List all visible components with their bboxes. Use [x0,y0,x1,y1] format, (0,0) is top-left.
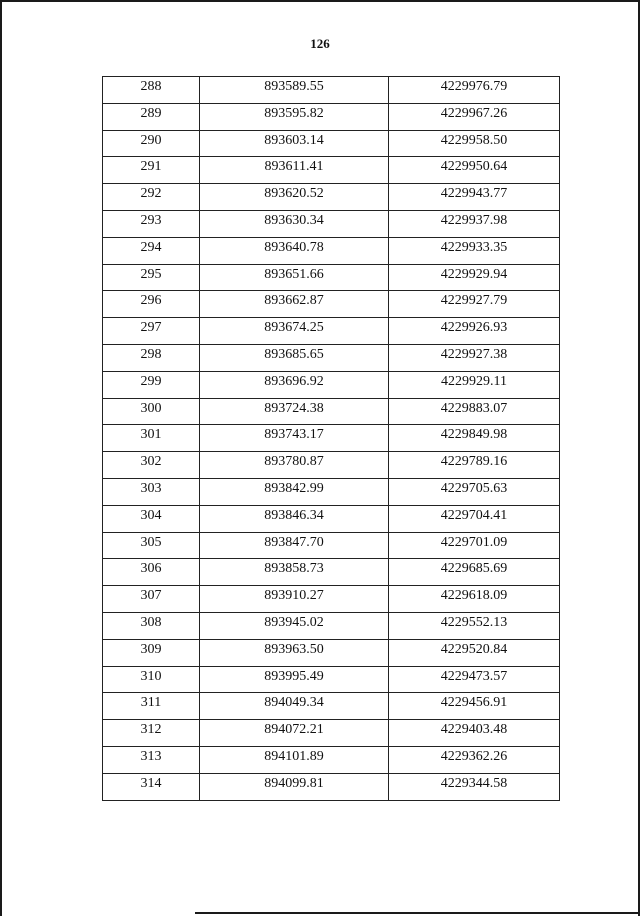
y-coordinate-cell: 4229552.13 [389,612,560,639]
y-coordinate-cell: 4229456.91 [389,693,560,720]
y-coordinate-cell: 4229362.26 [389,746,560,773]
x-coordinate-cell: 893696.92 [200,371,389,398]
table-row [103,425,560,452]
point-number-cell: 289 [103,103,200,130]
table-row [103,532,560,559]
x-coordinate-cell: 893846.34 [200,505,389,532]
y-coordinate-cell: 4229618.09 [389,586,560,613]
x-coordinate-cell: 893640.78 [200,237,389,264]
x-coordinate-cell: 893963.50 [200,639,389,666]
x-coordinate-cell: 893662.87 [200,291,389,318]
y-coordinate-cell: 4229958.50 [389,130,560,157]
point-number-cell: 293 [103,210,200,237]
point-number-cell: 313 [103,746,200,773]
y-coordinate-cell: 4229929.11 [389,371,560,398]
table-row [103,344,560,371]
coordinates-table [102,76,560,801]
scan-border-top [0,0,640,2]
scan-border-bottom [195,912,640,914]
x-coordinate-cell: 893589.55 [200,77,389,104]
table-row [103,559,560,586]
point-number-cell: 295 [103,264,200,291]
table-row [103,612,560,639]
x-coordinate-cell: 894049.34 [200,693,389,720]
x-coordinate-cell: 893611.41 [200,157,389,184]
table-row [103,746,560,773]
x-coordinate-cell: 893858.73 [200,559,389,586]
table-row [103,505,560,532]
y-coordinate-cell: 4229701.09 [389,532,560,559]
y-coordinate-cell: 4229403.48 [389,720,560,747]
point-number-cell: 308 [103,612,200,639]
y-coordinate-cell: 4229849.98 [389,425,560,452]
point-number-cell: 292 [103,184,200,211]
table-row [103,103,560,130]
x-coordinate-cell: 893724.38 [200,398,389,425]
point-number-cell: 299 [103,371,200,398]
table-row [103,398,560,425]
point-number-cell: 305 [103,532,200,559]
y-coordinate-cell: 4229705.63 [389,478,560,505]
point-number-cell: 301 [103,425,200,452]
point-number-cell: 310 [103,666,200,693]
table-row [103,157,560,184]
point-number-cell: 298 [103,344,200,371]
table-row [103,452,560,479]
point-number-cell: 297 [103,318,200,345]
table-row [103,371,560,398]
y-coordinate-cell: 4229927.38 [389,344,560,371]
page-number: 126 [310,36,330,51]
point-number-cell: 296 [103,291,200,318]
point-number-cell: 314 [103,773,200,800]
x-coordinate-cell: 894099.81 [200,773,389,800]
point-number-cell: 290 [103,130,200,157]
point-number-cell: 311 [103,693,200,720]
point-number-cell: 294 [103,237,200,264]
point-number-cell: 300 [103,398,200,425]
y-coordinate-cell: 4229937.98 [389,210,560,237]
point-number-cell: 291 [103,157,200,184]
y-coordinate-cell: 4229685.69 [389,559,560,586]
y-coordinate-cell: 4229926.93 [389,318,560,345]
x-coordinate-cell: 893945.02 [200,612,389,639]
x-coordinate-cell: 893743.17 [200,425,389,452]
point-number-cell: 309 [103,639,200,666]
table-row [103,184,560,211]
x-coordinate-cell: 893847.70 [200,532,389,559]
x-coordinate-cell: 893603.14 [200,130,389,157]
table-row [103,291,560,318]
table-row [103,666,560,693]
point-number-cell: 307 [103,586,200,613]
coordinates-table-body [103,77,560,801]
table-row [103,720,560,747]
point-number-cell: 306 [103,559,200,586]
x-coordinate-cell: 893674.25 [200,318,389,345]
y-coordinate-cell: 4229704.41 [389,505,560,532]
table-row [103,773,560,800]
y-coordinate-cell: 4229943.77 [389,184,560,211]
point-number-cell: 302 [103,452,200,479]
x-coordinate-cell: 893630.34 [200,210,389,237]
y-coordinate-cell: 4229967.26 [389,103,560,130]
point-number-cell: 304 [103,505,200,532]
x-coordinate-cell: 893651.66 [200,264,389,291]
table-row [103,586,560,613]
table-row [103,478,560,505]
y-coordinate-cell: 4229344.58 [389,773,560,800]
y-coordinate-cell: 4229933.35 [389,237,560,264]
x-coordinate-cell: 893595.82 [200,103,389,130]
table-row [103,237,560,264]
x-coordinate-cell: 893842.99 [200,478,389,505]
x-coordinate-cell: 893780.87 [200,452,389,479]
y-coordinate-cell: 4229950.64 [389,157,560,184]
point-number-cell: 312 [103,720,200,747]
table-row [103,77,560,104]
y-coordinate-cell: 4229473.57 [389,666,560,693]
x-coordinate-cell: 894101.89 [200,746,389,773]
y-coordinate-cell: 4229789.16 [389,452,560,479]
y-coordinate-cell: 4229927.79 [389,291,560,318]
table-row [103,693,560,720]
x-coordinate-cell: 893995.49 [200,666,389,693]
table-row [103,210,560,237]
y-coordinate-cell: 4229929.94 [389,264,560,291]
x-coordinate-cell: 893685.65 [200,344,389,371]
y-coordinate-cell: 4229520.84 [389,639,560,666]
point-number-cell: 288 [103,77,200,104]
y-coordinate-cell: 4229976.79 [389,77,560,104]
y-coordinate-cell: 4229883.07 [389,398,560,425]
point-number-cell: 303 [103,478,200,505]
table-row [103,130,560,157]
x-coordinate-cell: 893620.52 [200,184,389,211]
table-row [103,318,560,345]
table-row [103,264,560,291]
scan-border-left [0,0,2,916]
table-row [103,639,560,666]
x-coordinate-cell: 894072.21 [200,720,389,747]
x-coordinate-cell: 893910.27 [200,586,389,613]
